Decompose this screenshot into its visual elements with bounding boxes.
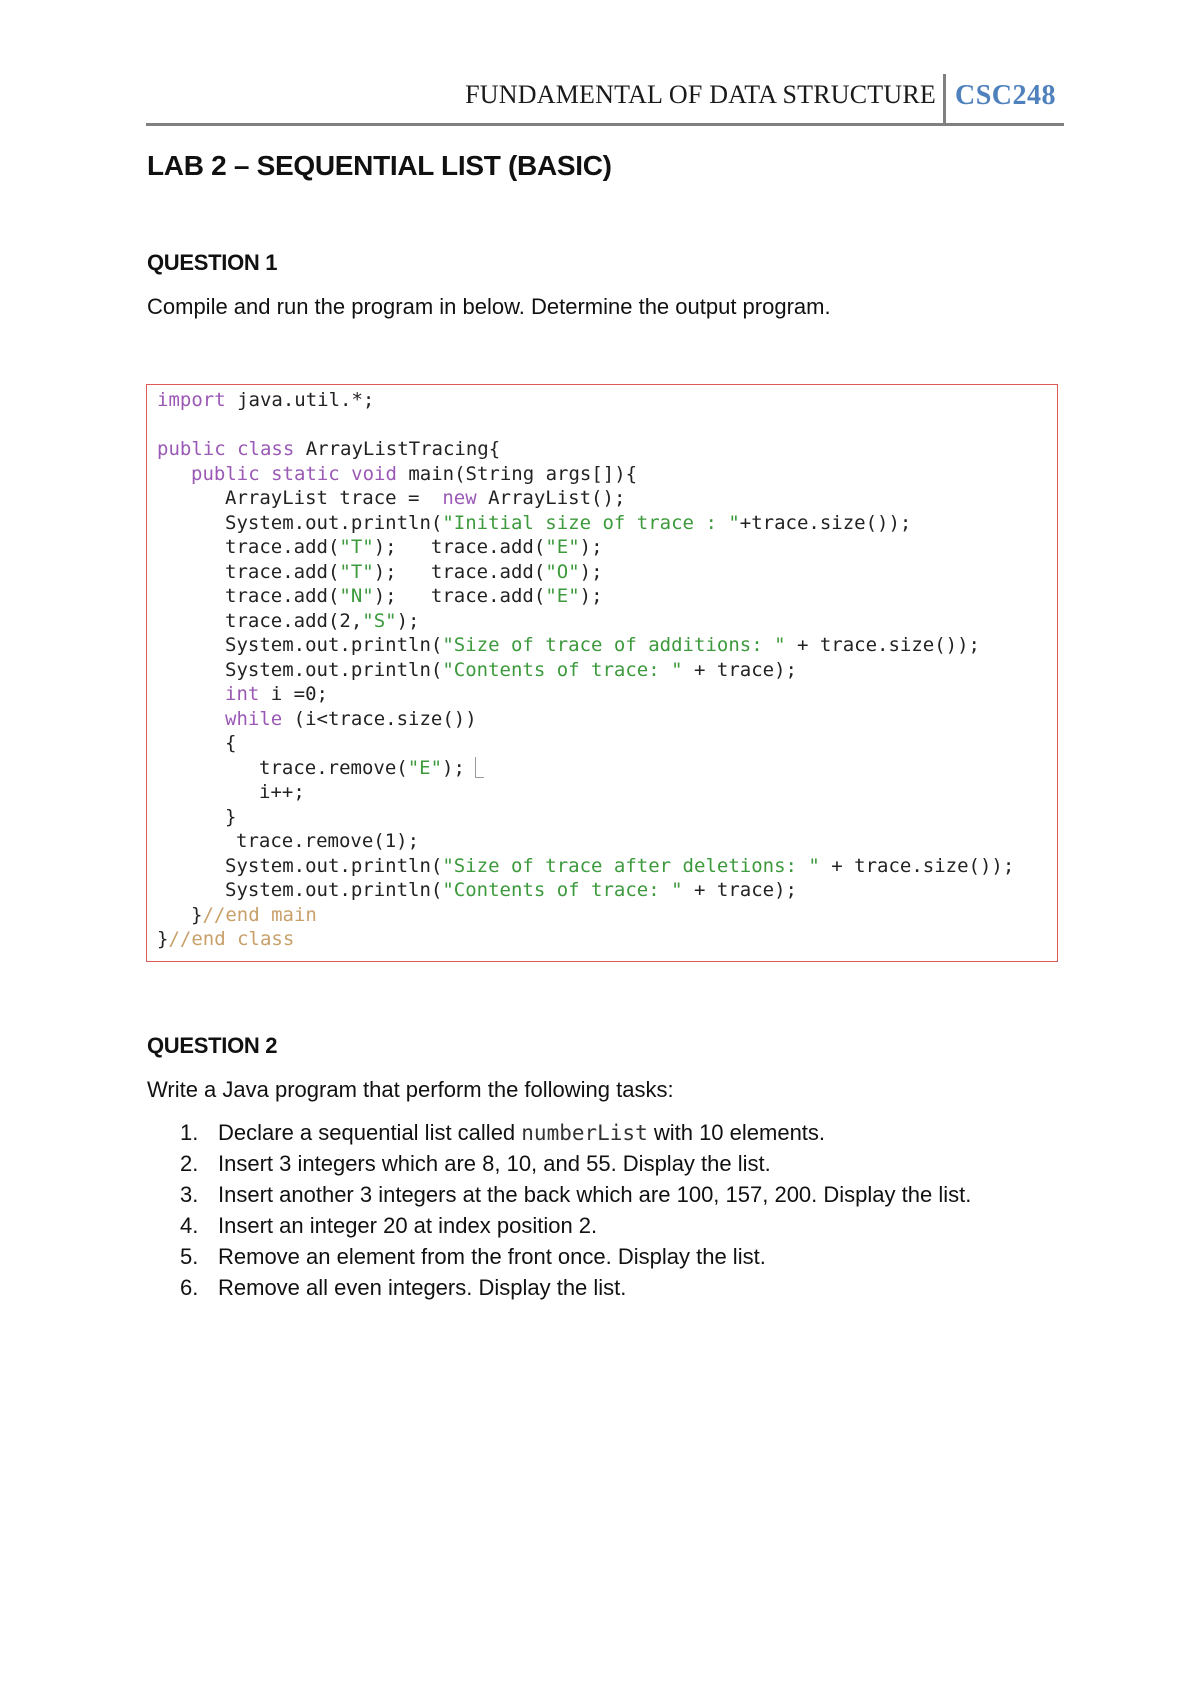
- task-text: Declare a sequential list called: [218, 1120, 522, 1145]
- list-number: 5.: [180, 1244, 199, 1269]
- list-item: [180, 1117, 971, 1148]
- code-line-close-brace: }: [225, 806, 237, 828]
- code-keyword: int: [225, 683, 260, 705]
- code-line-int: [225, 683, 328, 705]
- list-item: [180, 1179, 971, 1210]
- code-line-println-3: [225, 659, 797, 681]
- code-text: trace.remove(: [259, 757, 408, 779]
- list-item: [180, 1148, 971, 1179]
- header-rule: [146, 123, 1064, 126]
- task-text: with 10 elements.: [647, 1120, 826, 1145]
- code-line-open-brace: {: [225, 732, 237, 754]
- task-text: Insert another 3 integers at the back which are 100, 157, 200. Display the list.: [218, 1182, 972, 1207]
- code-line-declare: [225, 487, 625, 509]
- lab-title: LAB 2 – SEQUENTIAL LIST (BASIC): [147, 150, 612, 181]
- code-line-remove-e: [259, 757, 484, 779]
- code-text: +trace.size());: [739, 512, 912, 534]
- code-text: i =0;: [259, 683, 328, 705]
- code-text: trace.add(: [225, 536, 340, 558]
- page-header: [146, 70, 1064, 126]
- code-line-main: [191, 463, 637, 485]
- code-line-import: [157, 389, 374, 411]
- code-keyword: import: [157, 389, 226, 411]
- code-text: + trace);: [682, 659, 797, 681]
- code-line-add-index: [225, 610, 420, 632]
- code-string: "Initial size of trace : ": [442, 512, 740, 534]
- code-text: trace.add(: [225, 561, 340, 583]
- code-line-class: [157, 438, 500, 460]
- code-string: "Size of trace of additions: ": [442, 634, 786, 656]
- code-text: ); trace.add(: [373, 536, 546, 558]
- code-line-add-1: [225, 536, 603, 558]
- code-text: );: [579, 561, 603, 583]
- code-text: );: [579, 585, 603, 607]
- list-number: 1.: [180, 1120, 199, 1145]
- code-string: "S": [362, 610, 397, 632]
- code-text: + trace.size());: [785, 634, 980, 656]
- question-1-text: Compile and run the program in below. Determine the output program.: [147, 294, 831, 319]
- code-comment: //end main: [202, 904, 317, 926]
- text-cursor-icon: [475, 757, 484, 778]
- code-text: trace.add(: [225, 585, 340, 607]
- code-keyword: public class: [157, 438, 295, 460]
- code-string: "Contents of trace: ": [442, 659, 683, 681]
- task-list: [180, 1117, 971, 1303]
- list-item: [180, 1272, 971, 1303]
- code-text: System.out.println(: [225, 855, 443, 877]
- inline-code: numberList: [521, 1121, 648, 1145]
- list-number: 4.: [180, 1213, 199, 1238]
- list-number: 6.: [180, 1275, 199, 1300]
- code-string: "E": [545, 585, 580, 607]
- code-text: + trace.size());: [819, 855, 1015, 877]
- list-item: [180, 1241, 971, 1272]
- list-number: 3.: [180, 1182, 199, 1207]
- code-line-println-2: [225, 634, 980, 656]
- code-text: ); trace.add(: [373, 561, 546, 583]
- code-text: System.out.println(: [225, 512, 443, 534]
- code-line-add-2: [225, 561, 603, 583]
- code-text: }: [157, 928, 169, 950]
- code-line-println-5: [225, 879, 797, 901]
- code-string: "T": [339, 536, 374, 558]
- code-line-end-class: [157, 928, 294, 950]
- code-text: (i<trace.size()): [282, 708, 477, 730]
- code-string: "Contents of trace: ": [442, 879, 683, 901]
- code-text: ArrayListTracing{: [294, 438, 501, 460]
- header-title: FUNDAMENTAL OF DATA STRUCTURE: [465, 80, 936, 109]
- code-text: java.util.*;: [225, 389, 375, 411]
- code-string: "T": [339, 561, 374, 583]
- code-text: );: [579, 536, 603, 558]
- code-listing: [146, 384, 1058, 962]
- code-string: "O": [545, 561, 580, 583]
- code-line-end-main: [191, 904, 317, 926]
- list-item: [180, 1210, 971, 1241]
- code-string: "N": [339, 585, 374, 607]
- code-text: System.out.println(: [225, 634, 443, 656]
- course-code: CSC248: [954, 80, 1056, 111]
- code-keyword: new: [442, 487, 477, 509]
- code-text: ); trace.add(: [373, 585, 546, 607]
- code-keyword: public static void: [191, 463, 397, 485]
- code-line-println-4: [225, 855, 1014, 877]
- code-text: ArrayList trace =: [225, 487, 443, 509]
- task-text: Remove an element from the front once. Display the list.: [218, 1244, 766, 1269]
- code-text: trace.add(2,: [225, 610, 363, 632]
- code-text: );: [396, 610, 420, 632]
- code-text: System.out.println(: [225, 659, 443, 681]
- code-line-remove-index: trace.remove(1);: [236, 830, 420, 852]
- code-line-add-3: [225, 585, 603, 607]
- code-string: "Size of trace after deletions: ": [442, 855, 820, 877]
- task-text: Insert 3 integers which are 8, 10, and 55. Display the list.: [218, 1151, 771, 1176]
- code-text: ArrayList();: [476, 487, 626, 509]
- code-text: }: [191, 904, 203, 926]
- code-string: "E": [407, 757, 443, 779]
- code-line-increment: i++;: [259, 781, 305, 803]
- code-text: main(String args[]){: [396, 463, 638, 485]
- code-text: );: [442, 757, 465, 779]
- code-line-println-1: [225, 512, 911, 534]
- question-2-text: Write a Java program that perform the following tasks:: [147, 1077, 674, 1102]
- code-string: "E": [545, 536, 580, 558]
- list-number: 2.: [180, 1151, 199, 1176]
- code-text: + trace);: [682, 879, 797, 901]
- code-comment: //end class: [168, 928, 295, 950]
- task-text: Remove all even integers. Display the list.: [218, 1275, 627, 1300]
- question-2-heading: QUESTION 2: [147, 1033, 278, 1058]
- code-keyword: while: [225, 708, 283, 730]
- question-1-heading: QUESTION 1: [147, 250, 278, 275]
- task-text: Insert an integer 20 at index position 2.: [218, 1213, 598, 1238]
- header-divider: [943, 74, 946, 126]
- code-line-while: [225, 708, 477, 730]
- code-text: System.out.println(: [225, 879, 443, 901]
